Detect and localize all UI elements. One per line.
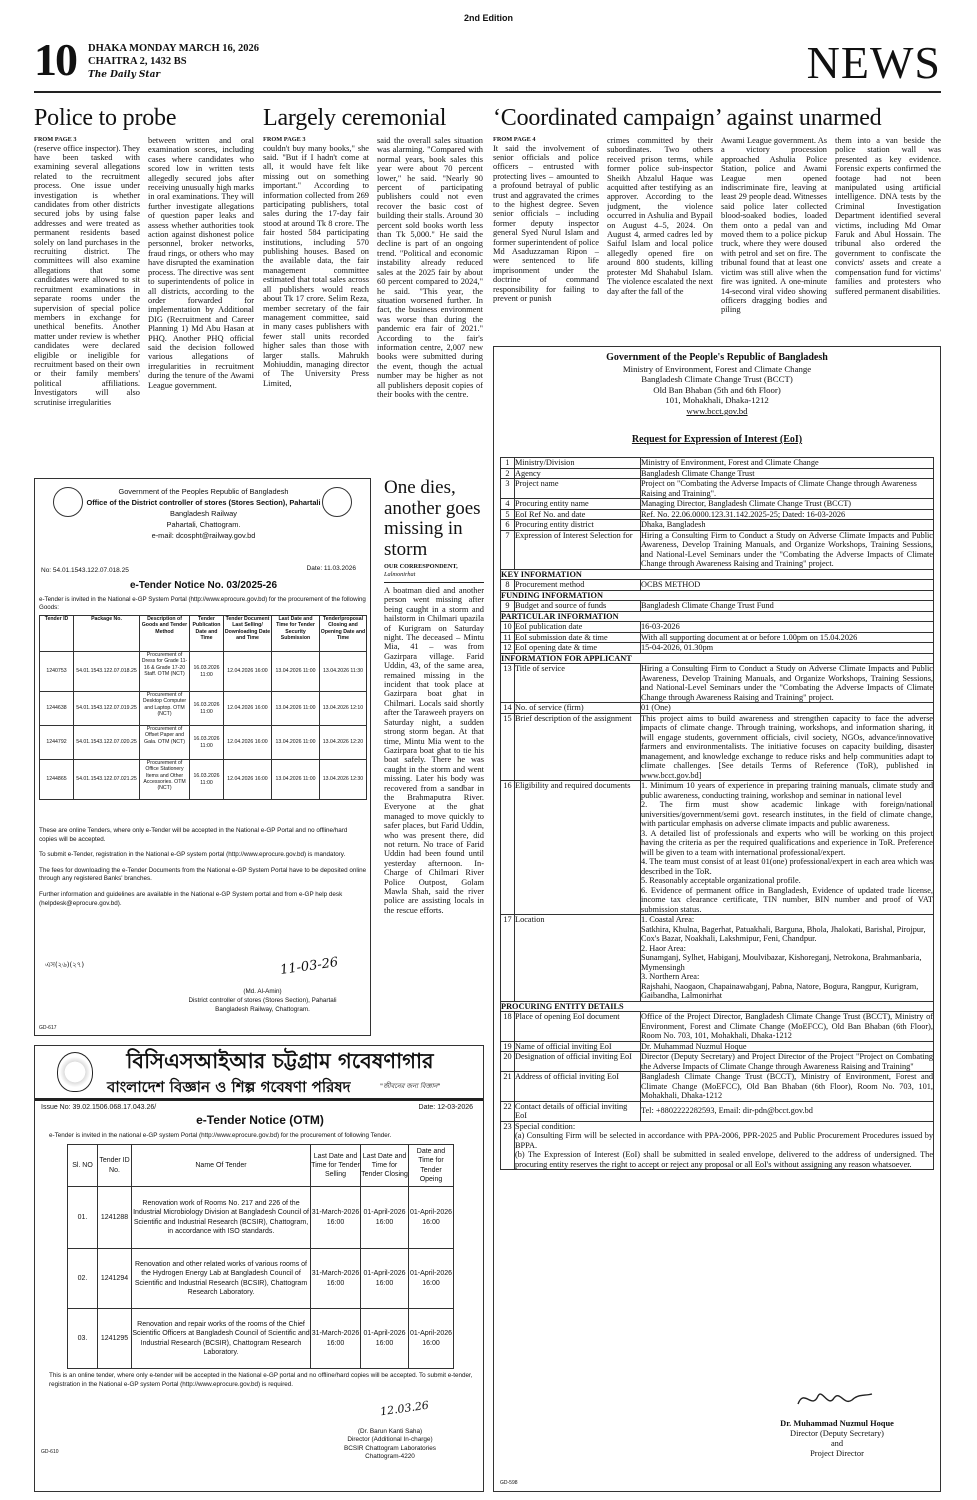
list-item: 2. Haor Area:	[641, 943, 686, 953]
list-item: 3. A detailed list of professionals and experts who will be working on this project having the criteria as per the required qualifications and experience in ToR. Preference will be given to a team with international professional/expert.	[641, 828, 933, 857]
story2-text1: couldn't buy many books," she said. "But if I hadn't come at all, it would have felt like missing out on something important." According to information collected from 269 participating publishers, total sales during the 17-day fair stood at around Tk 8 crore. The fair hosted 584 participating institutions, including 570 publishing houses. Based on the available data, the fair management committee estimated that total sales across all publishers would reach about Tk 17 crore. Selim Reza, member secretary of the fair management committee, said in many cases publishers with fewer stall units recorded higher sales than those with larger stalls. Mahrukh Mohiuddin, managing director of The University Press Limited,	[263, 143, 369, 388]
table-row	[501, 1012, 934, 1042]
table-row	[68, 1187, 454, 1249]
story3-col1	[493, 136, 599, 332]
row-label: Agency	[515, 468, 641, 479]
list-item: Rajshahi, Naogaon, Chapainawabganj, Pabna, Natore, Bogura, Rangpur, Kurigram, Gaibandha, Lalmonirhat	[641, 981, 919, 1000]
row-no: 22	[501, 1101, 515, 1121]
story4-byline: OUR CORRESPONDENT,	[384, 563, 458, 570]
table-row	[501, 601, 934, 612]
closing-date: 01-April-2026 16:00	[361, 1309, 409, 1369]
bcsir-header-rule	[35, 1098, 483, 1101]
location-list	[641, 915, 934, 1002]
bcsir-note: This is an online tender, where only e-tender will be accepted in the National e-GP portal and no offline/hard copies will be accepted. To submit e-tender, registration in the National e-GP system Portal (http://www.eprocure.gov.bd) is required.	[49, 1372, 473, 1388]
table-row	[501, 1101, 934, 1121]
railway-th: Tender Document Last Selling/ Downloading Date and Time	[224, 616, 272, 652]
table-row	[501, 622, 934, 633]
railway-l2: Office of the District controller of stores (Stores Section), Pahartali	[86, 498, 321, 507]
list-item: 4. The team must consist of at least 01(one) professional/expert in each area which was described in the ToR.	[641, 857, 933, 876]
row-label: Procuring entity name	[515, 499, 641, 510]
story4-place: Lalmonirhat	[384, 571, 416, 578]
railway-sig-org: Bangladesh Railway, Chattogram.	[215, 1006, 310, 1013]
story3-headline: ‘Coordinated campaign’ against unarmed	[493, 105, 882, 131]
railway-th: Tender/proposal Closing and Opening Date and Time	[320, 616, 367, 652]
table-row	[501, 458, 934, 469]
bcct-l3: Bangladesh Climate Change Trust (BCCT)	[641, 374, 793, 385]
row-value: Hiring a Consulting Firm to Conduct a Study on Adverse Climate Impacts and Public Awareness, Develop Training Manuals, and Organize Workshops, Training Sessions, and National-Level Seminars under the "Combating the Adverse Impacts of Climate Change through Awareness Raising and Training" project.	[641, 664, 933, 702]
list-item: Satkhira, Khulna, Bagerhat, Patuakhali, Barguna, Bhola, Jhalokati, Barishal, Pirojpur, Cox's Bazar, Noakhali, Lakshmipur, Feni, Chandpur.	[641, 924, 926, 943]
railway-header-row	[40, 616, 367, 652]
masthead-rule	[34, 91, 941, 93]
bcsir-ad	[34, 1045, 484, 1492]
railway-ad	[34, 478, 371, 1036]
list-item: 1. Minimum 10 years of experience in preparing training manuals, climate study and public awareness, conducting training, workshop and seminar in national level	[641, 781, 933, 800]
row-value: Ref. No. 22.06.0000.123.31.142.2025-25; Dated: 16-03-2026	[641, 509, 934, 520]
story3-text1: It said the involvement of senior officials and police officers – entrusted with protecting lives – amounted to a profound betrayal of public trust and aggravated the crimes to the highest degree. Seven senior officials – including former deputy inspector general Syed Nurul Islam and former superintendent of police Md Asaduzzaman Ripon – were sentenced to life imprisonment under the doctrine of command responsibility for failing to prevent or punish	[493, 143, 599, 304]
row-label: Eligibility and required documents	[515, 781, 641, 915]
railway-th: Description of Goods and Tender Method	[140, 616, 190, 652]
story1-col2	[148, 136, 254, 461]
story1-text2: between written and oral examination scores, including cases where candidates who scored low in written tests allegedly secured jobs after receiving unusually high marks in oral examinations. They will further investigate allegations of question paper leaks and assess whether authorities took action against dishonest police personnel, broker networks, fraud rings, or others who may have disrupted the examination process. The directive was sent to superintendents of police in all districts, according to the order forwarded for implementation by Additional DIG (Recruitment and Career Planning 1) Md Abu Hasan at PHQ. Another PHQ official said the decision followed various allegations of irregularities in recruitment during the tenure of the Awami League government.	[148, 136, 254, 390]
sell-date: 12.04.2026 16:00	[224, 652, 272, 692]
row-value: Dr. Muhammad Nuzmul Hoque	[641, 1041, 934, 1052]
bcsir-intro: e-Tender is invited in the national e-GP system Portal (http://www.eprocure.gov.bd) for the procurement of following Tender.	[49, 1132, 392, 1139]
row-label: Title of service	[515, 664, 641, 703]
table-row	[501, 509, 934, 520]
bcsir-th: Tender ID No.	[98, 1145, 132, 1187]
row-label: Location	[515, 915, 641, 1002]
row-no: 2	[501, 468, 515, 479]
railway-th: Package No.	[74, 616, 140, 652]
contact-value[interactable]: Tel: +8802222282593, Email: dir-pdn@bcct.gov.bd	[641, 1101, 934, 1121]
story4-headline: One dies, another goes missing in storm	[384, 477, 481, 560]
table-row	[40, 726, 367, 760]
bcsir-sig3: Chattogram-4220	[365, 1453, 415, 1461]
bcsir-header-row	[68, 1145, 454, 1187]
row-value: Managing Director, Bangladesh Climate Change Trust (BCCT)	[641, 499, 934, 510]
railway-note2: To submit e-Tender, registration in the National e-GP system portal (http://www.eprocure.gov.bd) is mandatory.	[39, 851, 346, 859]
row-no: 21	[501, 1072, 515, 1102]
story1-jump: FROM PAGE 3	[34, 136, 77, 143]
row-value: Office of the Project Director, Bangladesh Climate Change Trust (BCCT), Ministry of Environment, Forest and Climate Change (MoEFCC), Old Ban Bhaban (6th Floor), Room No. 703, 101, Mohakhali, Dhaka-1212	[641, 1012, 933, 1040]
bcct-website-link[interactable]: www.bcct.gov.bd	[686, 405, 748, 416]
row-value: 01 (One)	[641, 703, 934, 714]
dateline: DHAKA MONDAY MARCH 16, 2026	[88, 43, 260, 54]
selling-date: 31-March-2026 16:00	[311, 1309, 361, 1369]
railway-note4: Further information and guidelines are available in the National e-GP System portal and from e-GP help desk (helpdesk@eprocure.gov.bd).	[39, 890, 343, 907]
row-no: 23	[501, 1121, 515, 1170]
tender-name: Renovation work of Rooms No. 217 and 226 of the Industrial Microbiology Division at Bangladesh Council of Scientific and Industrial Research (BCSIR), Chattogram, in accordance with ISO standards.	[132, 1187, 311, 1249]
section-row	[501, 653, 934, 664]
story1-headline: Police to probe	[34, 105, 177, 131]
signature-scribble	[794, 1382, 874, 1414]
section-heading: FUNDING INFORMATION	[501, 590, 934, 601]
bcct-ad	[493, 346, 941, 1492]
table-row	[501, 1041, 934, 1052]
table-row	[40, 760, 367, 800]
table-row	[501, 713, 934, 781]
table-row	[501, 479, 934, 499]
section-heading: PROCURING ENTITY DETAILS	[501, 1001, 934, 1012]
bcsir-th: Name Of Tender	[132, 1145, 311, 1187]
closing-date: 01-April-2026 16:00	[361, 1187, 409, 1249]
table-row	[501, 1072, 934, 1102]
package-no: 54.01.1543.122.07.020.25	[74, 726, 140, 760]
close-date: 13.04.2026 12:30	[320, 760, 367, 800]
story1-col1	[34, 136, 140, 461]
bcsir-signer-block	[315, 1428, 465, 1462]
list-item: 1. Coastal Area:	[641, 915, 695, 924]
bcsir-th: Last Date and Time for Tender Closing	[361, 1145, 409, 1187]
row-label: Place of opening EoI document	[515, 1012, 641, 1042]
tender-id: 1241295	[98, 1309, 132, 1369]
table-row	[68, 1249, 454, 1309]
row-no: 18	[501, 1012, 515, 1042]
sell-date: 12.04.2026 16:00	[224, 692, 272, 726]
row-label: Name of official inviting EoI	[515, 1041, 641, 1052]
row-label: EoI Ref No. and date	[515, 509, 641, 520]
bcsir-title: e-Tender Notice (OTM)	[196, 1113, 324, 1127]
pub-date: 16.03.2026 11:00	[190, 692, 224, 726]
row-no: 5	[501, 509, 515, 520]
row-no: 13	[501, 664, 515, 703]
row-no: 1	[501, 458, 515, 469]
row-label: EoI submission date & time	[515, 632, 641, 643]
bcsir-sig1: Director (Additional In-charge)	[347, 1436, 433, 1444]
security-date: 13.04.2026 11:00	[272, 760, 320, 800]
story3-col2	[607, 136, 713, 332]
security-date: 13.04.2026 11:00	[272, 692, 320, 726]
edition-label: 2nd Edition	[464, 13, 513, 23]
row-no: 3	[501, 479, 515, 499]
bcct-gd: GD-598	[500, 1480, 518, 1486]
bengali-date: CHAITRA 2, 1432 BS	[88, 56, 187, 67]
bcsir-date: Date: 12-03-2026	[418, 1104, 473, 1111]
railway-note3: The fees for downloading the e-Tender Documents from the National e-GP System Portal have to be deposited online through any registered Banks' branches.	[39, 866, 367, 883]
bcct-sig3: Project Director	[810, 1449, 864, 1458]
railway-th: Last Date and Time for Tender Security Submission	[272, 616, 320, 652]
story3-text3: Awami League government. As a victory procession approached Ashulia Police Station, police and Awami League men opened indiscriminate fire, leaving at least 29 people dead. Witnesses said police later collected blood-soaked bodies, loaded them onto a pedal van and moved them to a police pickup truck, where they were doused with petrol and set on fire. The tribunal found that at least one victim was still alive when the fire was ignited. A one-minute 14-second viral video showing officers dragging bodies and piling	[721, 136, 827, 315]
bcct-l2: Ministry of Environment, Forest and Climate Change	[622, 363, 812, 374]
row-value: With all supporting document at or before 1.00pm on 15.04.2026	[641, 632, 934, 643]
story3-text2: crimes committed by their subordinates. Two others received prison terms, while former police sub-inspector Sheikh Abzalul Haque was acquitted after testifying as an approver. According to the judgment, the violence occurred in Ashulia and Bypail on August 4–5, 2024. On August 4, armed cadres led by Saiful Islam and local police allegedly opened fire on around 800 students, killing protester Md Shahabul Islam. The violence escalated the next day after the fall of the	[607, 136, 713, 296]
list-item: Sunamganj, Sylhet, Habiganj, Moulvibazar, Kishoreganj, Netrokona, Brahmanbaria, Mymensingh	[641, 953, 922, 972]
section-row	[501, 569, 934, 580]
opening-date: 01-April-2026 16:00	[409, 1309, 454, 1369]
row-label: EoI publication date	[515, 622, 641, 633]
bcsir-signature: 12.03.26	[379, 1398, 430, 1419]
pub-date: 16.03.2026 11:00	[190, 726, 224, 760]
row-label: Contact details of official inviting EoI	[515, 1101, 641, 1121]
railway-date: Date: 11.03.2026	[306, 565, 356, 572]
security-date: 13.04.2026 11:00	[272, 726, 320, 760]
goods-desc: Procurement of Dress for Grade 11-16 & Grade 17-20 Staff. OTM (NCT)	[140, 652, 190, 692]
bcsir-motto: "জীবনের জন্য বিজ্ঞান"	[380, 1082, 441, 1090]
railway-intro: e-Tender is invited in the National e-GP System Portal (http://www.eprocure.gov.bd) for the procurement of the following Goods:	[39, 596, 366, 611]
eligibility-list	[641, 781, 934, 915]
bcct-l1: Government of the People's Republic of Bangladesh	[606, 352, 828, 363]
railway-note1: These are online Tenders, where only e-Tender will be accepted in the National e-GP Portal and no offline/hard copies will be accepted.	[39, 827, 348, 843]
row-label: Procurement method	[515, 580, 641, 591]
package-no: 54.01.1543.122.07.019.25	[74, 692, 140, 726]
list-item: 5. Reasonably acceptable organizational profile.	[641, 876, 801, 885]
row-no: 12	[501, 643, 515, 654]
row-value: Bangladesh Climate Change Trust Fund	[641, 601, 934, 612]
row-value: OCBS METHOD	[641, 580, 934, 591]
sell-date: 12.04.2026 16:00	[224, 760, 272, 800]
table-row	[68, 1309, 454, 1369]
railway-l5: e-mail: dcospht@railway.gov.bd	[151, 531, 256, 540]
close-date: 13.04.2026 12:20	[320, 726, 367, 760]
row-label: Ministry/Division	[515, 458, 641, 469]
bcct-l5: 101, Mohakhali, Dhaka-1212	[665, 395, 769, 406]
goods-desc: Procurement of Desktop Computer and Laptop. OTM (NCT)	[140, 692, 190, 726]
row-no: 20	[501, 1052, 515, 1072]
row-label: Expression of Interest Selection for	[515, 530, 641, 569]
bcct-sig2: and	[830, 1439, 844, 1448]
railway-l3: Bangladesh Railway	[170, 509, 237, 518]
story4-body	[384, 586, 484, 1026]
bcsir-issue: Issue No: 39.02.1506.068.17.043.26/	[41, 1104, 157, 1111]
bcct-letterhead	[494, 353, 940, 417]
railway-l1: Government of the Peoples Republic of Bangladesh	[118, 487, 289, 496]
story3-jump: FROM PAGE 4	[493, 136, 536, 143]
story2-col1	[263, 136, 369, 461]
row-value: 15-04-2026, 01.30pm	[641, 643, 934, 654]
railway-ref: এস(২৬)(২৭)	[45, 961, 85, 969]
row-value: Bangladesh Climate Change Trust	[641, 468, 934, 479]
table-row	[501, 643, 934, 654]
closing-date: 01-April-2026 16:00	[361, 1249, 409, 1309]
close-date: 13.04.2026 11:30	[320, 652, 367, 692]
row-label: Address of official inviting EoI	[515, 1072, 641, 1102]
tender-name: Renovation and repair works of the rooms of the Chief Scientific Officers at Bangladesh Council of Scientific and Industrial Research (BCSIR), Chattogram Research Laboratory.	[132, 1309, 311, 1369]
row-label: Procuring entity district	[515, 520, 641, 531]
tender-name: Renovation and other related works of various rooms of the Hydrogen Energy Lab at Bangladesh Council of Scientific and Industrial Research (BCSIR), Chattogram Research Laboratory.	[132, 1249, 311, 1309]
sl-no: 03.	[68, 1309, 98, 1369]
row-no: 11	[501, 632, 515, 643]
goods-desc: Procurement of Office Stationery Items and Other Accessories. OTM (NCT)	[140, 760, 190, 800]
row-no: 17	[501, 915, 515, 1002]
pub-date: 16.03.2026 11:00	[190, 652, 224, 692]
table-row	[501, 1052, 934, 1072]
table-row	[501, 664, 934, 703]
list-item: (a) Consulting Firm will be selected in accordance with PPA-2006, PPR-2025 and Public Procurement Procedures issued by BPPA.	[515, 1131, 933, 1150]
selling-date: 31-March-2026 16:00	[311, 1187, 361, 1249]
section-row	[501, 611, 934, 622]
package-no: 54.01.1543.122.07.021.25	[74, 760, 140, 800]
row-no: 4	[501, 499, 515, 510]
bcsir-bn-sub: বাংলাদেশ বিজ্ঞান ও শিল্প গবেষণা পরিষদ	[107, 1078, 351, 1096]
railway-th: Tender ID	[40, 616, 74, 652]
table-row	[501, 632, 934, 643]
list-item: (b) The Expression of Interest (EoI) shall be submitted in sealed envelope, delivered to the address of undersigned. The procuring entity reserves the right to accept or reject any proposal or all EoI's without assigning any reason whatsoever.	[515, 1150, 933, 1169]
row-label: EoI opening date & time	[515, 643, 641, 654]
railway-table	[39, 615, 367, 800]
tender-id: 1244638	[40, 692, 74, 726]
row-label: Designation of official inviting EoI	[515, 1052, 641, 1072]
sell-date: 12.04.2026 16:00	[224, 726, 272, 760]
row-no: 6	[501, 520, 515, 531]
row-value: Project on "Combating the Adverse Impacts of Climate Change through Awareness Raising and Training".	[641, 479, 934, 499]
row-label: Budget and source of funds	[515, 601, 641, 612]
story4-rule	[384, 582, 484, 583]
section-heading: KEY INFORMATION	[501, 569, 934, 580]
table-row	[501, 915, 934, 1002]
bcsir-th: Date and Time for Tender Opeing	[409, 1145, 454, 1187]
section-row	[501, 590, 934, 601]
tender-id: 1244792	[40, 726, 74, 760]
bcct-table-wrap	[500, 457, 934, 1170]
bcsir-table	[67, 1144, 454, 1369]
railway-sig-title: District controller of stores (Stores Section), Pahartali	[188, 997, 337, 1004]
row-value: Director (Deputy Secretary) and Project Director of the Project "Project on Combating the Adverse Impacts of Climate Change through Awareness Raising and Training"	[641, 1052, 933, 1071]
bcsir-table-wrap	[67, 1144, 454, 1369]
story2-text2: said the overall sales situation was alarming. "Compared with normal years, book sales this year were about 70 percent lower," he said. "Nearly 90 percent of participating publishers could not even recover the basic cost of building their stalls. Around 30 percent sold books worth less than Tk 5,000." He said the decline is part of an ongoing trend. "Political and economic instability already reduced sales at the 2025 fair by about 60 percent compared to 2024," he said. "This year, the situation worsened further. In fact, the business environment was worse than during the pandemic era fair of 2021." According to the fair's information centre, 2,007 new books were submitted during the event, though the actual number may be higher as not all publishers deposit copies of their books with the centre.	[377, 136, 483, 399]
railway-gd: GD-617	[39, 1025, 57, 1031]
sl-no: 02.	[68, 1249, 98, 1309]
bcsir-signer: (Dr. Barun Kanti Saha)	[357, 1428, 423, 1435]
sl-no: 01.	[68, 1187, 98, 1249]
story1-text1: (reserve office inspector). They have been tasked with examining several allegations related to the recruitment process. One issue under investigation is whether candidates from other districts secured jobs by using false addresses and were treated as permanent residents based solely on land purchases in the recruiting district. The committees will also examine allegations that some candidates were allowed to sit recruitment examinations in separate rooms under the supervision of special police members in exchange for unethical benefits. Another matter under review is whether candidates were declared eligible or ineligible for recruitment based on their own or their family members' political affiliations. Investigators will also scrutinise irregularities	[34, 143, 140, 407]
railway-signature: 11-03-26	[279, 955, 340, 978]
railway-l4: Pahartali, Chattogram.	[166, 520, 241, 529]
row-label: Project name	[515, 479, 641, 499]
section-title: NEWS	[806, 37, 941, 88]
selling-date: 31-March-2026 16:00	[311, 1249, 361, 1309]
row-value: Ministry of Environment, Forest and Climate Change	[641, 458, 934, 469]
railway-title: e-Tender Notice No. 03/2025-26	[129, 580, 278, 591]
goods-desc: Procurement of Offset Paper and Gala. OTM (NCT)	[140, 726, 190, 760]
masthead-logo: The Daily Star	[88, 70, 161, 80]
row-value: 16-03-2026	[641, 622, 934, 633]
close-date: 13.04.2026 12:10	[320, 692, 367, 726]
special-conditions	[515, 1121, 934, 1170]
tender-id: 1240753	[40, 652, 74, 692]
row-value: This project aims to build awareness and strengthen capacity to face the adverse impacts of climate change. Through training, workshops, and information sharing, it will engage students, government officials, civil society, NGOs, advance/innovative farmers and environmentalists. The initiative focuses on capacity building, disaster management, and knowledge exchange to reduce risks and help communities adapt to climate challenges. [See details Terms of Reference (ToR), published in www.bcct.gov.bd]	[641, 713, 933, 780]
row-no: 15	[501, 713, 515, 781]
table-row	[501, 530, 934, 569]
railway-letterhead	[85, 486, 322, 541]
tender-id: 1241288	[98, 1187, 132, 1249]
story4-text: A boatman died and another person went missing after being caught in a storm and hailstorm in Chilmari upazila of Kurigram on Saturday night. The deceased – Mintu Mia, 41 – was from Gazirpara village. Farid Uddin, 43, of the same area, remained missing in the incident that took place at Gazirpara boat ghat in Chilmari. Locals said shortly after the Taraweeh prayers on Saturday night, a sudden strong storm began. At that time, Mintu Mia went to the Gazirpara boat ghat to tie his boat safely. There he was caught in the storm and went missing. Later his body was recovered from a sandbar in the Brahmaputra River. Everyone at the ghat managed to move quickly to safer places, but Farid Uddin, who was present there, did not return. No trace of Farid Uddin had been found until yesterday afternoon. In-Charge of Chilmari River Police Outpost, Golam Mawla Shah, said the river police are assisting locals in the rescue efforts.	[384, 586, 484, 915]
list-item: 3. Northern Area:	[641, 972, 700, 981]
bcct-signer: Dr. Muhammad Nuzmul Hoque	[780, 1419, 894, 1428]
bcsir-th: Sl. NO	[68, 1145, 98, 1187]
bcsir-gd: GD-610	[41, 1449, 59, 1455]
story2-col2	[377, 136, 483, 461]
opening-date: 01-April-2026 16:00	[409, 1249, 454, 1309]
row-no: 19	[501, 1041, 515, 1052]
row-no: 16	[501, 781, 515, 915]
row-value: Hiring a Consulting Firm to Conduct a Study on Adverse Climate Impacts and Public Awareness, Develop Training Manuals, and Organize Workshops, Training Sessions, and National-Level Seminars under the "Combating the Adverse Impacts of Climate Change through Awareness Raising and Training" project.	[641, 530, 933, 568]
tender-id: 1244865	[40, 760, 74, 800]
story3-col4	[835, 136, 941, 332]
story2-headline: Largely ceremonial	[263, 105, 447, 131]
row-no: 10	[501, 622, 515, 633]
tender-id: 1241294	[98, 1249, 132, 1309]
bcct-title: Request for Expression of Interest (EoI)	[631, 434, 803, 445]
row-no: 7	[501, 530, 515, 569]
bcsir-bn-title: বিসিএসআইআর চট্টগ্রাম গবেষণাগার	[126, 1049, 434, 1073]
row-value: Dhaka, Bangladesh	[641, 520, 934, 531]
row-label: No. of service (firm)	[515, 703, 641, 714]
table-row	[501, 468, 934, 479]
bcct-table	[500, 457, 934, 1170]
row-value: Bangladesh Climate Change Trust (BCCT), Ministry of Environment, Forest and Climate Change (MoEFCC), Old Ban Bhaban (6th Floor), Room No. 703, 101, Mohakhali, Dhaka-1212	[641, 1072, 933, 1100]
bcsir-th: Last Date and Time for Tender Selling	[311, 1145, 361, 1187]
table-row	[40, 692, 367, 726]
railway-th: Tender Publication Date and Time	[190, 616, 224, 652]
bcct-sig1: Director (Deputy Secretary)	[790, 1429, 884, 1438]
table-row	[501, 781, 934, 915]
page-number: 10	[34, 34, 76, 85]
railway-memo: No: 54.01.1543.122.07.018.25	[41, 567, 129, 574]
table-row	[501, 703, 934, 714]
security-date: 13.04.2026 11:00	[272, 652, 320, 692]
section-heading: INFORMATION FOR APPLICANT	[501, 653, 934, 664]
list-item: 6. Evidence of permanent office in Bangladesh, Evidence of updated trade license, income tax clearance certificate, TIN number, BIN number and proof of VAT submission status.	[641, 885, 933, 914]
pub-date: 16.03.2026 11:00	[190, 760, 224, 800]
row-no: 14	[501, 703, 515, 714]
section-heading: PARTICULAR INFORMATION	[501, 611, 934, 622]
table-row	[501, 520, 934, 531]
story3-text4: them into a van beside the police station wall was presented as key evidence. Forensic experts confirmed the footage had not been manipulated using artificial intelligence. DNA tests by the Criminal Investigation Department identified several victims, including Md Omar Faruk and Abul Hossain. The tribunal also ordered the government to confiscate the convicts' assets and create a compensation fund for victims' families and protesters who suffered permanent disabilities.	[835, 136, 941, 296]
table-row	[501, 499, 934, 510]
list-item: Special condition:	[515, 1121, 576, 1131]
bcct-signature	[794, 1382, 874, 1414]
railway-signer: (Md. Al-Amin)	[243, 988, 282, 995]
opening-date: 01-April-2026 16:00	[409, 1187, 454, 1249]
list-item: 2. The firm must show academic linkage with foreign/national universities/government/semi govt. research institutes, in the field of climate change, with particular emphasis on adverse climate impacts and public awareness.	[641, 800, 933, 828]
row-label: Brief description of the assignment	[515, 713, 641, 781]
story2-jump: FROM PAGE 3	[263, 136, 306, 143]
package-no: 54.01.1543.122.07.018.25	[74, 652, 140, 692]
railway-notes	[39, 827, 367, 908]
table-row	[40, 652, 367, 692]
railway-signer-block	[155, 987, 370, 1014]
bcct-signer-block	[734, 1419, 940, 1459]
row-no: 9	[501, 601, 515, 612]
row-no: 8	[501, 580, 515, 591]
railway-table-wrap	[39, 615, 367, 800]
bcsir-sig2: BCSIR Chattogram Laboratories	[344, 1444, 436, 1452]
story3-col3	[721, 136, 827, 332]
table-row	[501, 1121, 934, 1170]
table-row	[501, 580, 934, 591]
bcct-l4: Old Ban Bhaban (5th and 6th Floor)	[653, 384, 781, 395]
section-row	[501, 1001, 934, 1012]
